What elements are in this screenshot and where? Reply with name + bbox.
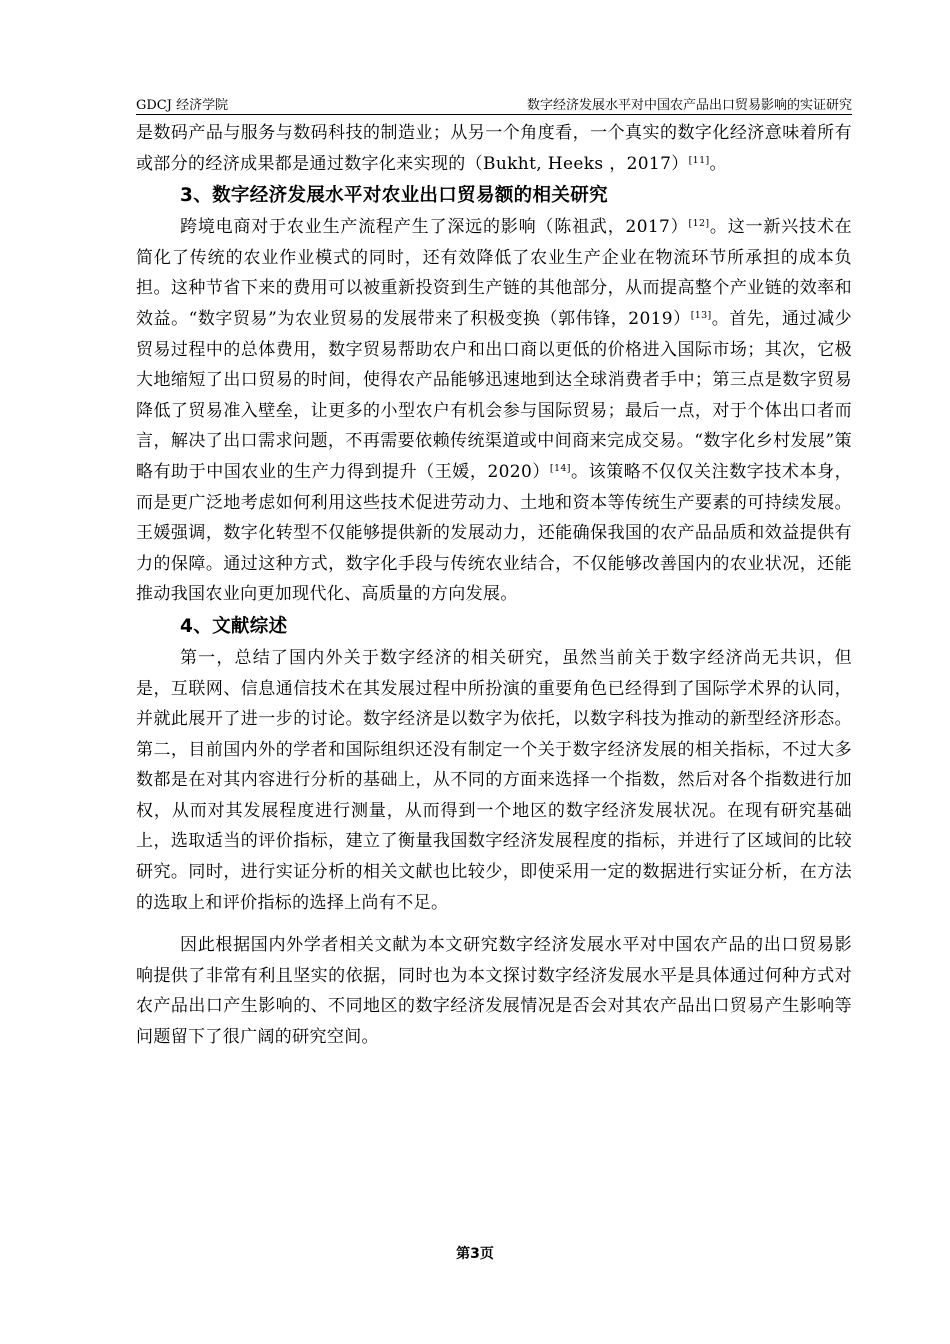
paragraph-text: 。这一新兴技术在简化了传统的农业作业模式的同时，还有效降低了农业生产企业在物流环节所承担的成本负担。这种节省下来的费用可以被重新投资到生产链的其他部分，从而提高整个产业链的效率和效益。“数字贸易”为农业贸易的发展带来了积极变换（郭伟锋，2019）	[136, 217, 852, 329]
paragraph-gap	[136, 918, 852, 930]
paragraph-text: 是数码产品与服务与数码科技的制造业；从另一个角度看，一个真实的数字化经济意味着所有或部分的经济成果都是通过数字化来实现的（Bukht, Heeks ，2017）	[136, 123, 852, 174]
paragraph-text: 跨境电商对于农业生产流程产生了深远的影响（陈祖武，2017）	[180, 217, 689, 238]
paragraph-text: 。	[709, 153, 727, 174]
page-number: 第3页	[456, 1246, 494, 1262]
paragraph-conclusion: 因此根据国内外学者相关文献为本文研究数字经济发展水平对中国农产品的出口贸易影响提供了非常有利且坚实的依据，同时也为本文探讨数字经济发展水平是具体通过何种方式对农产品出口产生影响的、不同地区的数字经济发展情况是否会对其农产品出口贸易产生影响等问题留下了很广阔的研究空间。	[136, 935, 852, 1048]
header-school: GDCJ 经济学院	[136, 98, 229, 113]
page-header	[136, 90, 852, 115]
header-title: 数字经济发展水平对中国农产品出口贸易影响的实证研究	[526, 98, 852, 113]
paragraph-text: 。该策略不仅仅关注数字技术本身，而是更广泛地考虑如何利用这些技术促进劳动力、土地和资本等传统生产要素的可持续发展。王媛强调，数字化转型不仅能够提供新的发展动力，还能确保我国的农产品品质和效益提供有力的保障。通过这种方式，数字化手段与传统农业结合，不仅能够改善国内的农业状况，还能推动我国农业向更加现代化、高质量的方向发展。	[136, 461, 852, 605]
paragraph-text: 。首先，通过减少贸易过程中的总体费用，数字贸易帮助农户和出口商以更低的价格进入国际市场；其次，它极大地缩短了出口贸易的时间，使得农产品能够迅速地到达全球消费者手中；第三点是数字贸易降低了贸易准入壁垒，让更多的小型农户有机会参与国际贸易；最后一点，对于个体出口者而言，解决了出口需求问题，不再需要依赖传统渠道或中间商来完成交易。“数字化乡村发展”策略有助于中国农业的生产力得到提升（王媛，2020）	[136, 308, 852, 482]
section-heading-3: 3、数字经济发展水平对农业出口贸易额的相关研究	[180, 185, 608, 207]
section-heading-4: 4、文献综述	[180, 615, 288, 637]
paragraph-cross-border	[136, 212, 852, 610]
citation-ref: [11]	[688, 154, 710, 166]
page-body	[136, 118, 852, 1053]
citation-ref: [12]	[688, 218, 710, 230]
citation-ref: [14]	[549, 462, 571, 474]
paragraph-review: 第一，总结了国内外关于数字经济的相关研究，虽然当前关于数字经济尚无共识，但是，互联网、信息通信技术在其发展过程中所扮演的重要角色已经得到了国际学术界的认同，并就此展开了进一步的讨论。数字经济是以数字为依托，以数字科技为推动的新型经济形态。第二，目前国内外的学者和国际组织还没有制定一个关于数字经济发展的相关指标，不过大多数都是在对其内容进行分析的基础上，从不同的方面来选择一个指数，然后对各个指数进行加权，从而对其发展程度进行测量，从而得到一个地区的数字经济发展状况。在现有研究基础上，选取适当的评价指标，建立了衡量我国数字经济发展程度的指标，并进行了区域间的比较研究。同时，进行实证分析的相关文献也比较少，即使采用一定的数据进行实证分析，在方法的选取上和评价指标的选择上尚有不足。	[136, 647, 852, 913]
citation-ref: [13]	[690, 309, 712, 321]
paragraph-continued	[136, 118, 852, 179]
